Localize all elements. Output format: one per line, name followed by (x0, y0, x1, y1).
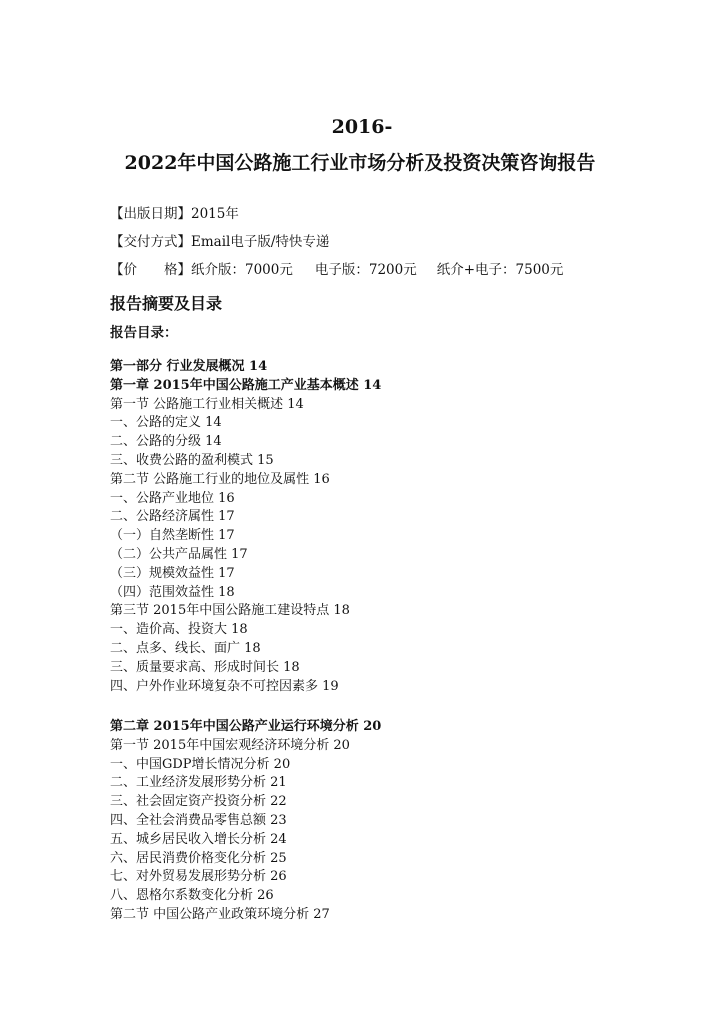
toc-entry: （二）公共产品属性 17 (110, 546, 248, 562)
toc-entry: 二、公路的分级 14 (110, 434, 222, 450)
delivery-method-value: Email电子版/特快专递 (191, 234, 330, 250)
delivery-method-label: 【交付方式】 (110, 234, 191, 250)
toc-entry: 一、中国GDP增长情况分析 20 (110, 756, 291, 772)
toc-entry: 三、社会固定资产投资分析 22 (110, 794, 287, 810)
toc-entry: 四、户外作业环境复杂不可控因素多 19 (110, 678, 339, 694)
toc-entry: 四、全社会消费品零售总额 23 (110, 812, 287, 828)
toc-entry: 五、城乡居民收入增长分析 24 (110, 831, 287, 847)
publish-date (110, 205, 239, 223)
toc-entry: 第二节 中国公路产业政策环境分析 27 (110, 906, 330, 922)
toc-heading: 报告目录： (110, 325, 178, 341)
toc-entry: 一、公路产业地位 16 (110, 490, 235, 506)
toc-entry: 一、公路的定义 14 (110, 415, 222, 431)
price-label: 【价 格】 (110, 262, 191, 278)
toc-part-1 (110, 358, 381, 696)
delivery-method (110, 233, 329, 251)
toc-entry: 第二节 公路施工行业的地位及属性 16 (110, 471, 330, 487)
toc-entry: 八、恩格尔系数变化分析 26 (110, 888, 274, 904)
toc-entry: 第二章 2015年中国公路产业运行环境分析 20 (110, 719, 382, 734)
toc-entry: 第一章 2015年中国公路施工产业基本概述 14 (110, 377, 382, 393)
report-title-line-2: 2022年中国公路施工行业市场分析及投资决策咨询报告 (124, 152, 596, 174)
toc-entry: 第一部分 行业发展概况 14 (110, 359, 268, 374)
toc-entry: （三）规模效益性 17 (110, 565, 235, 581)
publish-date-value: 2015年 (191, 206, 239, 222)
toc-entry: 第一节 2015年中国宏观经济环境分析 20 (110, 737, 350, 753)
toc-entry: 二、点多、线长、面广 18 (110, 640, 261, 656)
price-info (110, 261, 563, 279)
toc-entry: （一）自然垄断性 17 (110, 528, 235, 544)
toc-entry: 三、质量要求高、形成时间长 18 (110, 659, 300, 675)
toc-entry: 一、造价高、投资大 18 (110, 622, 248, 638)
toc-entry: （四）范围效益性 18 (110, 584, 235, 600)
toc-entry: 二、公路经济属性 17 (110, 509, 235, 525)
toc-entry: 三、收费公路的盈利模式 15 (110, 452, 274, 468)
toc-chapter-2 (110, 718, 381, 925)
publish-date-label: 【出版日期】 (110, 206, 191, 222)
toc-entry: 二、工业经济发展形势分析 21 (110, 775, 287, 791)
toc-entry: 第一节 公路施工行业相关概述 14 (110, 396, 304, 412)
price-both: 纸介+电子：7500元 (436, 262, 564, 278)
toc-entry: 六、居民消费价格变化分析 25 (110, 850, 287, 866)
report-title-line-1: 2016- (331, 116, 393, 138)
summary-heading: 报告摘要及目录 (110, 294, 223, 313)
price-paper: 纸介版：7000元 (191, 262, 293, 278)
toc-entry: 第三节 2015年中国公路施工建设特点 18 (110, 603, 350, 619)
price-electronic: 电子版：7200元 (314, 262, 417, 278)
toc-entry: 七、对外贸易发展形势分析 26 (110, 869, 287, 885)
